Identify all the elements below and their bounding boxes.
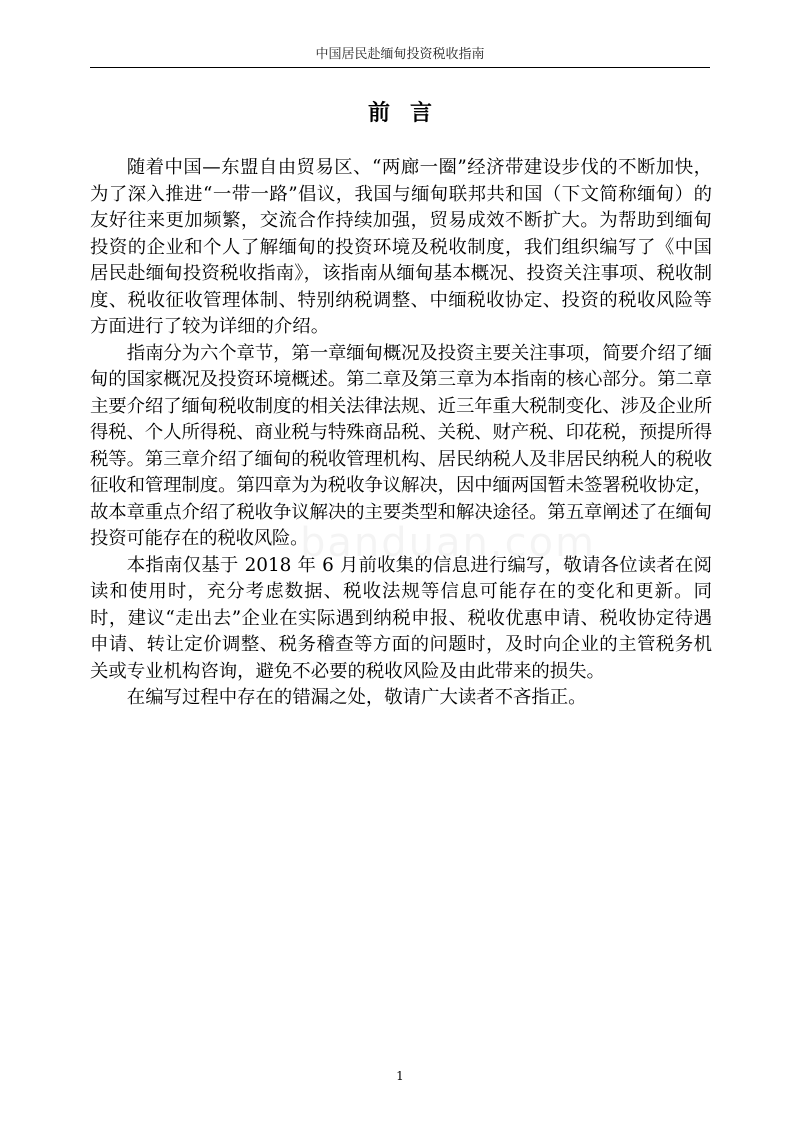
paragraph-4: 在编写过程中存在的错漏之处，敬请广大读者不吝指正。 bbox=[126, 687, 587, 708]
page-number: 1 bbox=[396, 1069, 404, 1083]
preface-body bbox=[90, 155, 712, 712]
page-title: 前言 bbox=[367, 100, 452, 126]
paragraph-1: 随着中国—东盟自由贸易区、“两廊一圈”经济带建设步伐的不断加快，为了深入推进“一带一路”倡议，我国与缅甸联邦共和国（下文简称缅甸）的友好往来更加频繁，交流合作持续加强，贸易成效不断扩大。为帮助到缅甸投资的企业和个人了解缅甸的投资环境及税收制度，我们组织编写了《中国居民赴缅甸投资税收指南》，该指南从缅甸基本概况、投资关注事项、税收制度、税收征收管理体制、特别纳税调整、中缅税收协定、投资的税收风险等方面进行了较为详细的介绍。 bbox=[90, 157, 712, 337]
running-header: 中国居民赴缅甸投资税收指南 bbox=[315, 47, 485, 62]
paragraph-2: 指南分为六个章节，第一章缅甸概况及投资主要关注事项，简要介绍了缅甸的国家概况及投资环境概述。第二章及第三章为本指南的核心部分。第二章主要介绍了缅甸税收制度的相关法律法规、近三年重大税制变化、涉及企业所得税、个人所得税、商业税与特殊商品税、关税、财产税、印花税，预提所得税等。第三章介绍了缅甸的税收管理机构、居民纳税人及非居民纳税人的税收征收和管理制度。第四章为为税收争议解决，因中缅两国暂未签署税收协定，故本章重点介绍了税收争议解决的主要类型和解决途径。第五章阐述了在缅甸投资可能存在的税收风险。 bbox=[90, 342, 712, 549]
paragraph-3: 本指南仅基于 2018 年 6 月前收集的信息进行编写，敬请各位读者在阅读和使用时，充分考虑数据、税收法规等信息可能存在的变化和更新。同时，建议“走出去”企业在实际遇到纳税申报、税收优惠申请、税收协定待遇申请、转让定价调整、税务稽查等方面的问题时，及时向企业的主管税务机关或专业机构咨询，避免不必要的税收风险及由此带来的损失。 bbox=[90, 554, 712, 682]
header-rule bbox=[90, 67, 710, 68]
